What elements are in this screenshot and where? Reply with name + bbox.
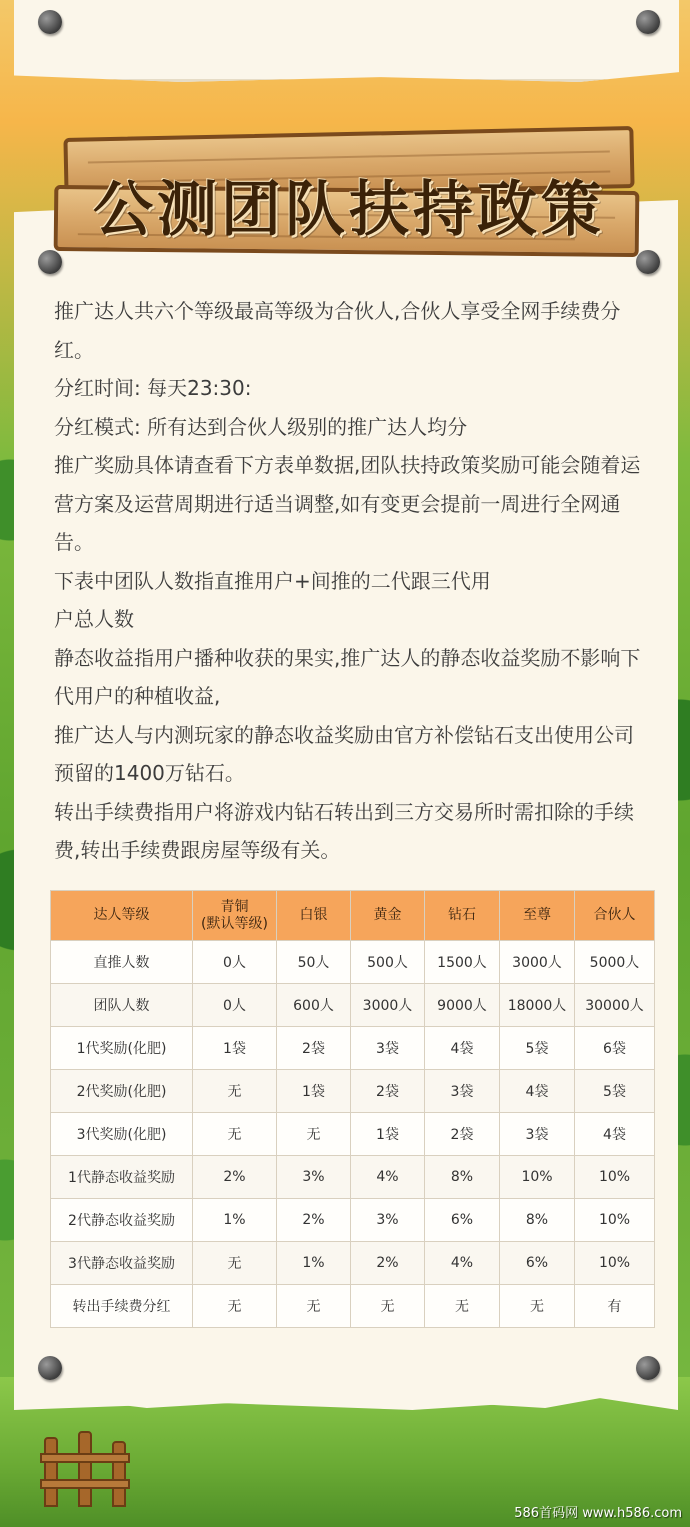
table-cell: 5000人 <box>575 941 655 984</box>
table-cell: 10% <box>500 1156 575 1199</box>
table-row-label: 3代奖励(化肥) <box>51 1113 193 1156</box>
table-cell: 6袋 <box>575 1027 655 1070</box>
table-cell: 2% <box>193 1156 277 1199</box>
table-cell: 1% <box>277 1242 351 1285</box>
table-row <box>51 1070 655 1113</box>
table-row <box>51 984 655 1027</box>
table-cell: 8% <box>425 1156 500 1199</box>
table-cell: 18000人 <box>500 984 575 1027</box>
table-cell: 2袋 <box>277 1027 351 1070</box>
table-cell: 3袋 <box>500 1113 575 1156</box>
paragraph-dividend-time: 分红时间: 每天23:30: <box>54 376 252 400</box>
table-header-cell: 黄金 <box>351 891 425 941</box>
watermark: 586首码网 www.h586.com <box>514 1506 682 1521</box>
table-row-label: 1代静态收益奖励 <box>51 1156 193 1199</box>
table-body <box>51 941 655 1328</box>
table-cell: 无 <box>193 1070 277 1113</box>
table-cell: 无 <box>193 1113 277 1156</box>
table-row <box>51 1113 655 1156</box>
table-cell: 4% <box>351 1156 425 1199</box>
table-header-cell: 达人等级 <box>51 891 193 941</box>
table-cell: 10% <box>575 1156 655 1199</box>
paragraph-transfer-fee: 转出手续费指用户将游戏内钻石转出到三方交易所时需扣除的手续费,转出手续费跟房屋等级有关。 <box>54 799 634 862</box>
table-cell: 1袋 <box>351 1113 425 1156</box>
table-cell: 5袋 <box>500 1027 575 1070</box>
paragraph-compensation: 推广达人与内测玩家的静态收益奖励由官方补偿钻石支出使用公司预留的1400万钻石。 <box>54 722 634 785</box>
table-row <box>51 1156 655 1199</box>
table-cell: 4袋 <box>575 1113 655 1156</box>
table-cell: 有 <box>575 1285 655 1328</box>
table-header-row <box>51 891 655 941</box>
paragraph-tiers: 推广达人共六个等级最高等级为合伙人,合伙人享受全网手续费分红。 <box>54 299 621 362</box>
table-cell: 无 <box>193 1242 277 1285</box>
paragraph-static-income: 静态收益指用户播种收获的果实,推广达人的静态收益奖励不影响下代用户的种植收益, <box>54 645 641 708</box>
pin-icon <box>38 10 62 34</box>
table-header-cell: 合伙人 <box>575 891 655 941</box>
table-row <box>51 941 655 984</box>
table-cell: 0人 <box>193 984 277 1027</box>
policy-description <box>54 292 644 870</box>
table-cell: 9000人 <box>425 984 500 1027</box>
table-row <box>51 1242 655 1285</box>
table-cell: 5袋 <box>575 1070 655 1113</box>
table-row-label: 2代静态收益奖励 <box>51 1199 193 1242</box>
table-row-label: 3代静态收益奖励 <box>51 1242 193 1285</box>
table-header-cell: 至尊 <box>500 891 575 941</box>
table-row-label: 1代奖励(化肥) <box>51 1027 193 1070</box>
paragraph-team-definition: 下表中团队人数指直推用户+间推的二代跟三代用 <box>54 568 491 593</box>
pin-icon <box>38 1356 62 1380</box>
pin-icon <box>636 1356 660 1380</box>
table-cell: 2袋 <box>425 1113 500 1156</box>
bottom-paper-strip <box>14 1328 678 1408</box>
table-cell: 6% <box>425 1199 500 1242</box>
table-header-cell: 白银 <box>277 891 351 941</box>
table-cell: 8% <box>500 1199 575 1242</box>
table-header-cell: 青铜 (默认等级) <box>193 891 277 941</box>
paragraph-reward-notice: 推广奖励具体请查看下方表单数据,团队扶持政策奖励可能会随着运营方案及运营周期进行适当调整,如有变更会提前一周进行全网通告。 <box>54 453 641 554</box>
table-cell: 2% <box>351 1242 425 1285</box>
table-cell: 3袋 <box>351 1027 425 1070</box>
table-cell: 50人 <box>277 941 351 984</box>
table-cell: 无 <box>193 1285 277 1328</box>
table-cell: 30000人 <box>575 984 655 1027</box>
paragraph-team-definition-cont: 户总人数 <box>54 607 134 631</box>
table-cell: 3000人 <box>351 984 425 1027</box>
table-cell: 6% <box>500 1242 575 1285</box>
table-row <box>51 1199 655 1242</box>
table-cell: 无 <box>277 1113 351 1156</box>
table-cell: 3% <box>351 1199 425 1242</box>
table-row-label: 直推人数 <box>51 941 193 984</box>
top-paper-strip <box>14 0 679 82</box>
table-row-label: 团队人数 <box>51 984 193 1027</box>
table-cell: 0人 <box>193 941 277 984</box>
table-cell: 600人 <box>277 984 351 1027</box>
policy-table <box>50 890 655 1328</box>
table-cell: 无 <box>425 1285 500 1328</box>
table-cell: 1袋 <box>277 1070 351 1113</box>
table-cell: 无 <box>351 1285 425 1328</box>
table-cell: 4袋 <box>425 1027 500 1070</box>
table-cell: 3000人 <box>500 941 575 984</box>
table-header-cell: 钻石 <box>425 891 500 941</box>
table-row <box>51 1027 655 1070</box>
table-cell: 1500人 <box>425 941 500 984</box>
table-row-label: 转出手续费分红 <box>51 1285 193 1328</box>
table-cell: 2% <box>277 1199 351 1242</box>
table-row <box>51 1285 655 1328</box>
pin-icon <box>636 10 660 34</box>
title-wooden-sign <box>54 120 644 270</box>
table-cell: 1袋 <box>193 1027 277 1070</box>
paragraph-dividend-mode: 分红模式: 所有达到合伙人级别的推广达人均分 <box>54 414 468 439</box>
table-cell: 无 <box>277 1285 351 1328</box>
table-cell: 1% <box>193 1199 277 1242</box>
table-cell: 10% <box>575 1199 655 1242</box>
table-row-label: 2代奖励(化肥) <box>51 1070 193 1113</box>
table-cell: 3袋 <box>425 1070 500 1113</box>
table-cell: 10% <box>575 1242 655 1285</box>
page-title: 公测团队扶持政策 <box>93 175 605 245</box>
table-cell: 无 <box>500 1285 575 1328</box>
table-cell: 500人 <box>351 941 425 984</box>
table-cell: 4% <box>425 1242 500 1285</box>
table-cell: 3% <box>277 1156 351 1199</box>
table-cell: 4袋 <box>500 1070 575 1113</box>
table-cell: 2袋 <box>351 1070 425 1113</box>
fence-decoration <box>40 1427 130 1507</box>
